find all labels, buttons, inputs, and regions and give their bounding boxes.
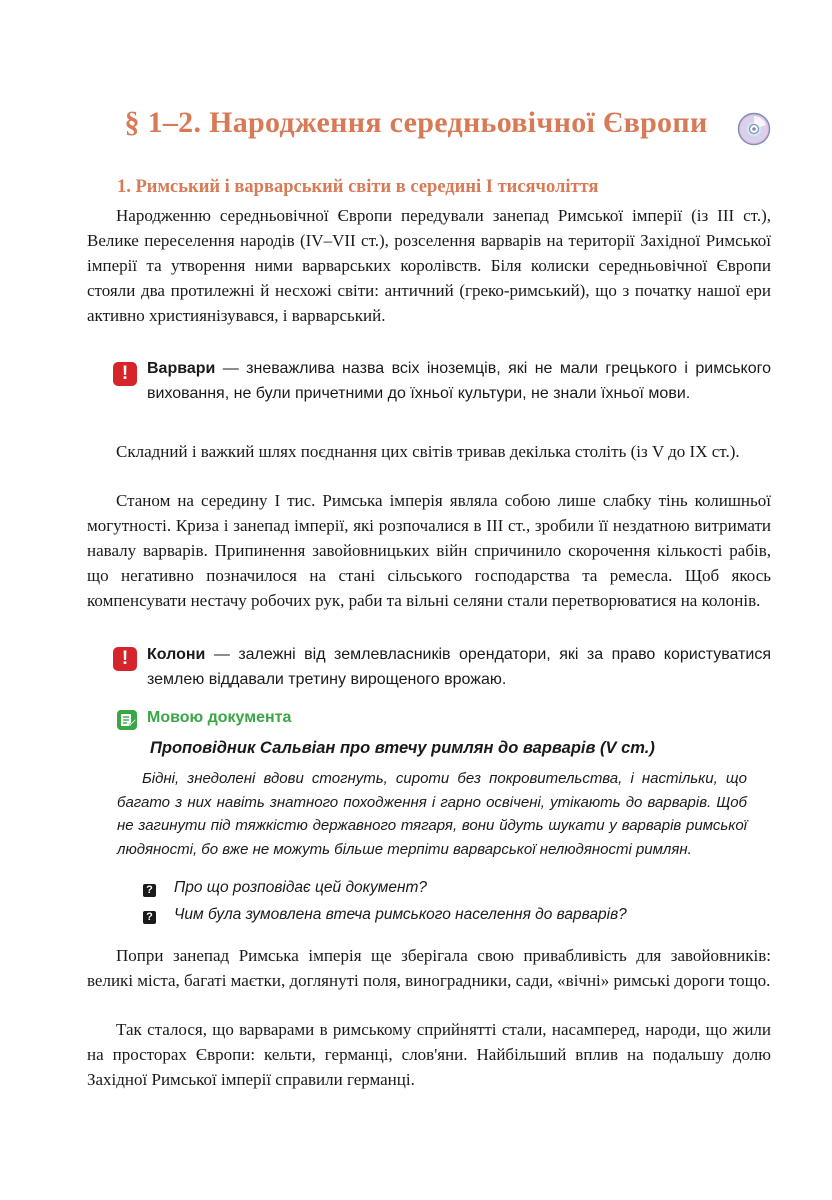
document-quote: Бідні, знедолені вдови стогнуть, сироти без покровительства, і настільки, що багато з них навіть знатного походження і гарно освічені, утікають до варварів. Щоб не загинути під тяжкістю державного тягаря, вони йдуть шукати у варварів римської людяності, бо вже не можуть більше терпіти варварської нелюдяності римлян.: [117, 770, 747, 858]
paragraph-barbarians-peoples: Так сталося, що варварами в римському сприйнятті стали, насамперед, народи, що жили на просторах Європи: кельти, германці, слов'яни. Найбільший вплив на подальшу долю Західної Римської імперії справили германці.: [87, 1020, 771, 1089]
section-heading: 1. Римський і варварський світи в середині І тисячоліття: [117, 177, 599, 197]
question-1: Про що розповідає цей документ?: [174, 879, 428, 896]
document-title: Проповідник Сальвіан про втечу римлян до варварів (V ст.): [150, 739, 655, 757]
document-heading: Мовою документа: [147, 709, 292, 726]
definition-term: Варвари: [147, 360, 216, 377]
page-title: § 1–2. Народження середньовічної Європи: [124, 106, 708, 139]
definition-text: — залежні від землевласників орендатори, які за право користуватися землею віддавали третину вирощеного врожаю.: [147, 646, 771, 688]
question-2: Чим була зумовлена втеча римського населення до варварів?: [174, 906, 627, 923]
definition-text: — зневажлива назва всіх іноземців, які не мали грецького і римського виховання, не були причетними до їхньої культури, не знали їхньої мови.: [147, 360, 771, 402]
definition-term: Колони: [147, 646, 206, 663]
exclamation-icon: !: [113, 647, 137, 671]
exclamation-icon: !: [113, 362, 137, 386]
paragraph-crisis: Станом на середину I тис. Римська імперія являла собою лише слабку тінь колишньої могутності. Криза і занепад імперії, які розпочалися в III ст., зробили її нездатною витримати навалу варварів. Припинення завойовницьких війн спричинило скорочення кількості рабів, що негативно позначилося на стані сільського господарства та ремесла. Щоб якось компенсувати нестачу робочих рук, раби та вільні селяни стали перетворюватися на колонів.: [87, 491, 771, 610]
document-icon: [116, 709, 138, 731]
definition-barbarians: [147, 356, 771, 406]
question-icon: ?: [143, 884, 156, 897]
paragraph-path: Складний і важкий шлях поєднання цих світів тривав декілька століть (із V до IX ст.).: [116, 442, 740, 461]
question-icon: ?: [143, 911, 156, 924]
cd-disc-icon[interactable]: [737, 112, 771, 146]
paragraph-attraction: Попри занепад Римська імперія ще зберігала свою привабливість для завойовників: великі міста, багаті маєтки, доглянуті поля, виноградники, сади, «вічні» римські дороги тощо.: [87, 946, 771, 990]
definition-colons: [147, 642, 771, 692]
paragraph-intro: Народженню середньовічної Європи передували занепад Римської імперії (із ІІІ ст.), Велике переселення народів (IV–VII ст.), розселення варварів на території Західної Римської імперії та утворення ними варварських королівств. Біля колиски середньовічної Європи стояли два протилежні й несхожі світи: античний (греко-римський), що з початку нашої ери активно християнізувався, і варварський.: [87, 206, 771, 325]
